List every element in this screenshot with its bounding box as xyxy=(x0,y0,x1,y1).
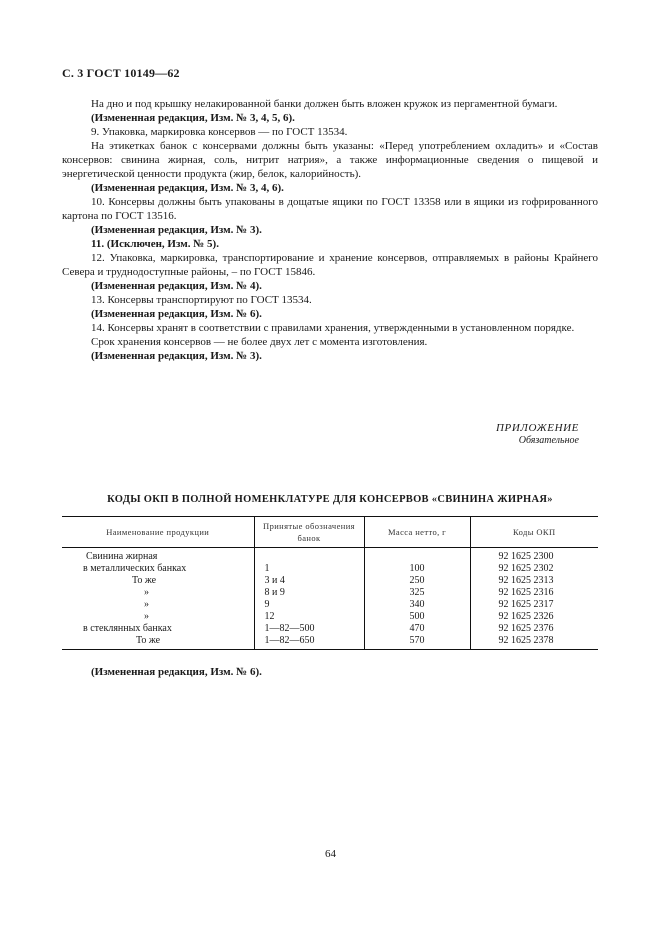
cell-mark: 3 и 4 xyxy=(254,575,364,587)
cell-mark: 1—82—650 xyxy=(254,635,364,650)
cell-mark: 1—82—500 xyxy=(254,623,364,635)
cell-mass: 325 xyxy=(364,587,470,599)
cell-mark: 12 xyxy=(254,611,364,623)
cell-name: » xyxy=(144,587,149,598)
table-row xyxy=(62,575,598,587)
cell-code: 92 1625 2316 xyxy=(470,587,598,599)
paragraph: 10. Консервы должны быть упакованы в дощатые ящики по ГОСТ 13358 или в ящики из гофрированного картона по ГОСТ 13516. xyxy=(62,196,598,222)
page-header: С. 3 ГОСТ 10149—62 xyxy=(62,66,180,80)
table-title: КОДЫ ОКП В ПОЛНОЙ НОМЕНКЛАТУРЕ ДЛЯ КОНСЕРВОВ «СВИНИНА ЖИРНАЯ» xyxy=(107,494,553,505)
paragraph: 13. Консервы транспортируют по ГОСТ 13534. xyxy=(91,294,312,306)
cell-mass: 570 xyxy=(364,635,470,650)
cell-mass: 100 xyxy=(364,563,470,575)
column-header: Наименование продукции xyxy=(62,517,254,548)
cell-mark xyxy=(254,548,364,564)
excluded-note: 11. (Исключен, Изм. № 5). xyxy=(91,238,219,250)
cell-code: 92 1625 2302 xyxy=(470,563,598,575)
cell-name: » xyxy=(144,611,149,622)
table-header-row xyxy=(62,517,598,548)
cell-code: 92 1625 2376 xyxy=(470,623,598,635)
table-row xyxy=(62,623,598,635)
column-header: Коды ОКП xyxy=(470,517,598,548)
table-row xyxy=(62,599,598,611)
appendix-title: ПРИЛОЖЕНИЕ xyxy=(496,422,579,434)
cell-code: 92 1625 2378 xyxy=(470,635,598,650)
amendment-note: (Измененная редакция, Изм. № 6). xyxy=(91,308,262,320)
cell-name: в стеклянных банках xyxy=(83,623,172,634)
amendment-note: (Измененная редакция, Изм. № 3, 4, 5, 6). xyxy=(91,112,295,124)
appendix-subtitle: Обязательное xyxy=(518,435,579,446)
cell-code: 92 1625 2317 xyxy=(470,599,598,611)
table-row xyxy=(62,635,598,650)
cell-name: То же xyxy=(62,635,254,650)
body-text xyxy=(62,97,598,363)
amendment-note: (Измененная редакция, Изм. № 4). xyxy=(91,280,262,292)
cell-mark: 1 xyxy=(254,563,364,575)
table-row xyxy=(62,548,598,564)
paragraph: На дно и под крышку нелакированной банки должен быть вложен кружок из пергаментной бумаги. xyxy=(91,98,558,110)
amendment-note: (Измененная редакция, Изм. № 3, 4, 6). xyxy=(91,182,284,194)
table-row xyxy=(62,611,598,623)
cell-code: 92 1625 2313 xyxy=(470,575,598,587)
column-header: Масса нетто, г xyxy=(364,517,470,548)
table-row xyxy=(62,563,598,575)
cell-mark: 9 xyxy=(254,599,364,611)
paragraph: Срок хранения консервов — не более двух лет с момента изготовления. xyxy=(91,336,428,348)
paragraph: На этикетках банок с консервами должны быть указаны: «Перед употреблением охладить» и «Состав консервов: свинина жирная, соль, нитрит натрия», а также информационные сведения о пищевой и энергетической ценности продукта (жир, белок, калорийность). xyxy=(62,140,598,180)
cell-code: 92 1625 2326 xyxy=(470,611,598,623)
cell-mass: 250 xyxy=(364,575,470,587)
amendment-note: (Измененная редакция, Изм. № 3). xyxy=(91,224,262,236)
paragraph: 12. Упаковка, маркировка, транспортирование и хранение консервов, отправляемых в районы Крайнего Севера и труднодоступные районы, – по ГОСТ 15846. xyxy=(62,252,598,278)
page-number: 64 xyxy=(325,848,336,860)
cell-name: » xyxy=(144,599,149,610)
column-header: Принятые обозначения банок xyxy=(254,517,364,548)
cell-name: То же xyxy=(132,575,157,586)
cell-name: в металлических банках xyxy=(83,563,187,574)
paragraph: 9. Упаковка, маркировка консервов — по ГОСТ 13534. xyxy=(91,126,348,138)
cell-mass: 340 xyxy=(364,599,470,611)
amendment-note: (Измененная редакция, Изм. № 6). xyxy=(91,666,262,678)
table-row xyxy=(62,587,598,599)
cell-mass: 500 xyxy=(364,611,470,623)
cell-code: 92 1625 2300 xyxy=(470,548,598,564)
paragraph: 14. Консервы хранят в соответствии с правилами хранения, утвержденными в установленном порядке. xyxy=(91,322,575,334)
cell-name: Свинина жирная xyxy=(86,551,158,562)
cell-mark: 8 и 9 xyxy=(254,587,364,599)
cell-mass xyxy=(364,548,470,564)
okp-codes-table xyxy=(62,516,598,650)
amendment-note: (Измененная редакция, Изм. № 3). xyxy=(91,350,262,362)
cell-mass: 470 xyxy=(364,623,470,635)
